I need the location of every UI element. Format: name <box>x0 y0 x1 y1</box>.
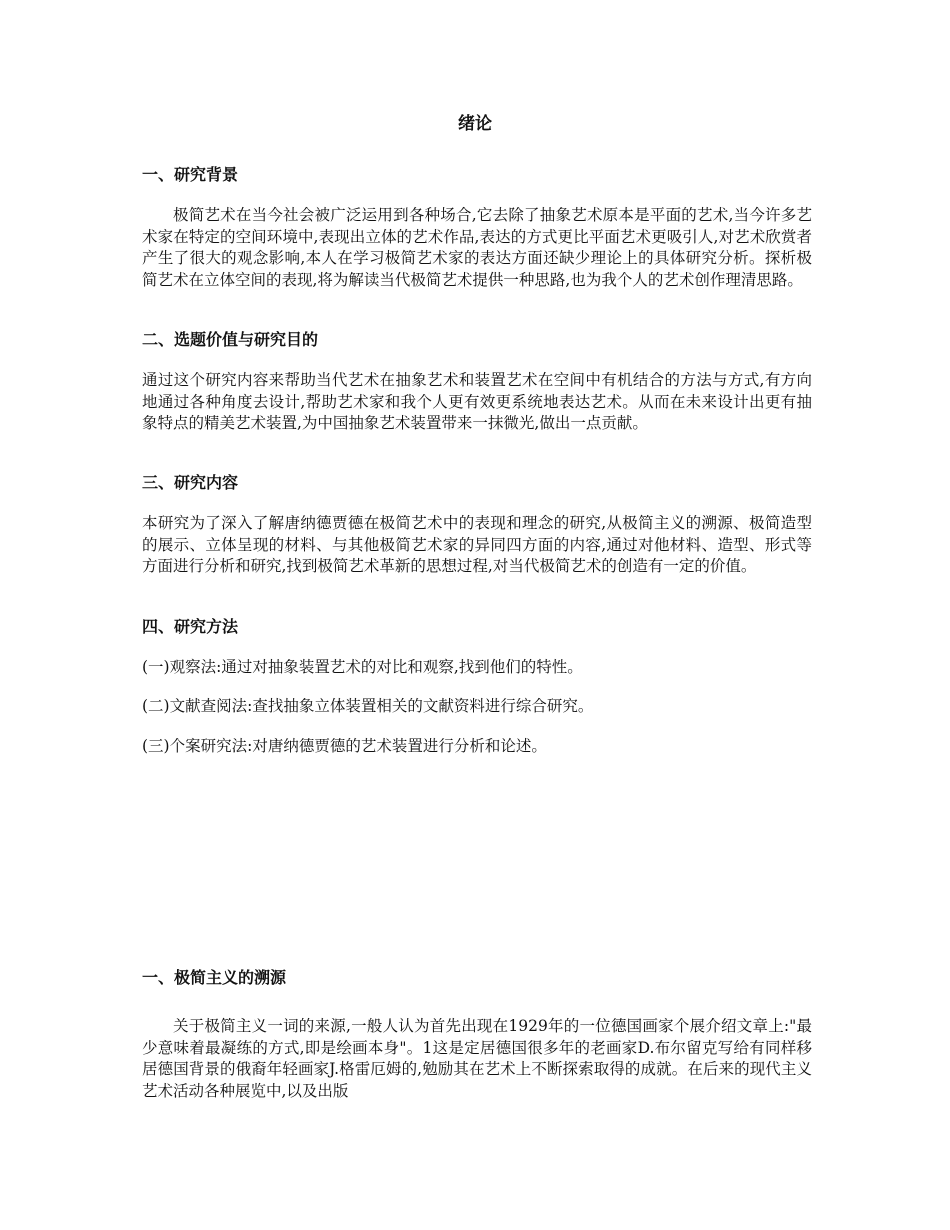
section-text-content: 本研究为了深入了解唐纳德贾德在极简艺术中的表现和理念的研究,从极简主义的溯源、极简造型的展示、立体呈现的材料、与其他极简艺术家的异同四方面的内容,通过对他材料、造型、形式等方面进行分析和研究,找到极简艺术革新的思想过程,对当代极简艺术的创造有一定的价值。 <box>142 514 812 575</box>
method-item-case-study: (三)个案研究法:对唐纳德贾德的艺术装置进行分析和论述。 <box>142 737 547 755</box>
method-item-literature: (二)文献查阅法:查找抽象立体装置相关的文献资料进行综合研究。 <box>142 697 594 715</box>
section-heading-value-purpose: 二、选题价值与研究目的 <box>142 330 319 349</box>
method-item-observation: (一)观察法:通过对抽象装置艺术的对比和观察,找到他们的特性。 <box>142 658 583 676</box>
document-title: 绪论 <box>458 114 492 134</box>
section-heading-content: 三、研究内容 <box>142 473 239 492</box>
section-text-value-purpose: 通过这个研究内容来帮助当代艺术在抽象艺术和装置艺术在空间中有机结合的方法与方式,有方向地通过各种角度去设计,帮助艺术家和我个人更有效更系统地表达艺术。从而在未来设计出更有抽象特点的精美艺术装置,为中国抽象艺术装置带来一抹微光,做出一点贡献。 <box>142 371 812 432</box>
chapter-text-origins: 关于极简主义一词的来源,一般人认为首先出现在1929年的一位德国画家个展介绍文章上:"最少意味着最凝练的方式,即是绘画本身"。1这是定居德国很多年的老画家D.布尔留克写给有同样移居德国背景的俄裔年轻画家J.格雷厄姆的,勉励其在艺术上不断探索取得的成就。在后来的现代主义艺术活动各种展览中,以及出版 <box>142 1017 812 1100</box>
section-heading-background: 一、研究背景 <box>142 165 239 184</box>
section-text-background: 极简艺术在当今社会被广泛运用到各种场合,它去除了抽象艺术原本是平面的艺术,当今许多艺术家在特定的空间环境中,表现出立体的艺术作品,表达的方式更比平面艺术更吸引人,对艺术欣赏者产生了很大的观念影响,本人在学习极简艺术家的表达方面还缺少理论上的具体研究分析。探析极简艺术在立体空间的表现,将为解读当代极简艺术提供一种思路,也为我个人的艺术创作理清思路。 <box>142 206 812 289</box>
chapter-heading-origins: 一、极简主义的溯源 <box>142 968 287 987</box>
section-heading-methods: 四、研究方法 <box>142 617 239 636</box>
